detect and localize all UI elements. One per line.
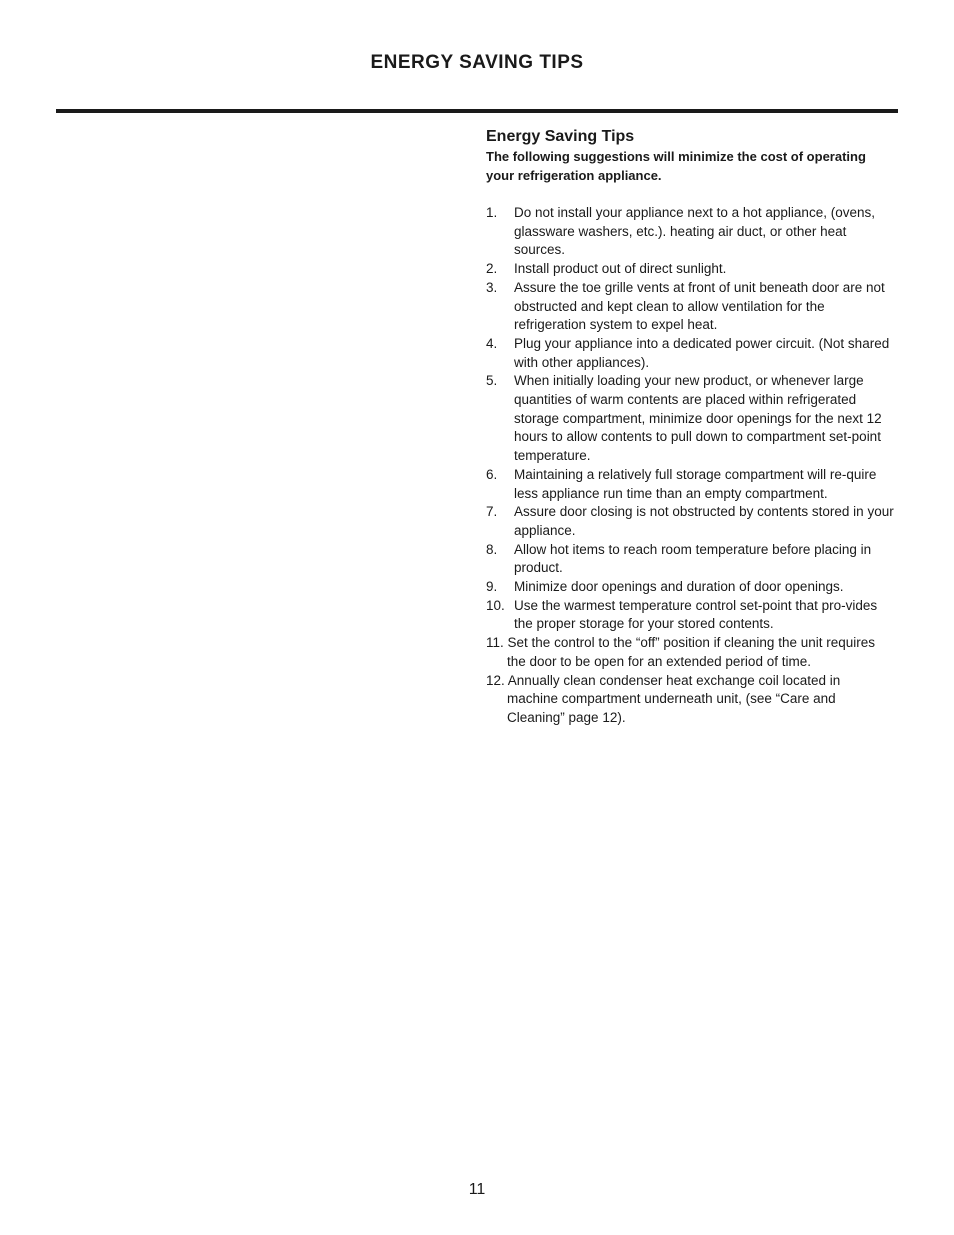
tip-text: Install product out of direct sunlight. — [514, 261, 727, 277]
tip-number: 2. — [486, 261, 498, 277]
tip-number: 1. — [486, 205, 498, 220]
tip-number: 12. — [486, 672, 505, 688]
tip-item — [486, 204, 906, 260]
tip-item — [486, 541, 906, 578]
tip-item — [486, 335, 906, 372]
tip-item — [486, 260, 906, 279]
tips-section — [486, 127, 906, 728]
tip-item — [486, 279, 906, 335]
page-number: 11 — [468, 1181, 486, 1198]
tip-item — [486, 372, 906, 466]
tip-text: Use the warmest temperature control set-point that pro-vides the proper storage for your stored contents. — [514, 597, 878, 632]
tip-text: Plug your appliance into a dedicated power circuit. (Not shared with other appliances). — [514, 335, 890, 370]
tip-text: Set the control to the “off” position if cleaning the unit requires the door to be open for an extended period of time. — [507, 635, 875, 669]
tip-text: Assure the toe grille vents at front of unit beneath door are not obstructed and kept clean to allow ventilation for the refrigeration system to expel heat. — [514, 279, 885, 333]
tip-text: When initially loading your new product, or whenever large quantities of warm contents are placed within refrigerated storage compartment, minimize door openings for the next 12 hours to allow contents to pull down to compartment set-point temperature. — [514, 373, 882, 464]
tip-number: 6. — [486, 466, 498, 482]
tip-item — [486, 578, 906, 597]
tips-list — [486, 204, 906, 728]
tip-number: 9. — [486, 579, 498, 595]
tip-number: 3. — [486, 279, 498, 295]
tip-number: 7. — [486, 504, 498, 520]
tip-item — [486, 503, 906, 540]
tip-item — [486, 597, 906, 634]
tip-text: Minimize door openings and duration of door openings. — [514, 579, 844, 595]
tip-item — [486, 466, 906, 503]
tip-text: Annually clean condenser heat exchange coil located in machine compartment underneath unit, (see “Care and Cleaning” page 12). — [507, 672, 841, 725]
tip-text: Do not install your appliance next to a hot appliance, (ovens, glassware washers, etc.). heating air duct, or other heat sources. — [514, 205, 875, 258]
tip-number: 4. — [486, 335, 498, 351]
tip-number: 8. — [486, 541, 498, 557]
section-intro: The following suggestions will minimize the cost of operating your refrigeration appliance. — [486, 149, 866, 183]
page-header: ENERGY SAVING TIPS — [370, 52, 584, 73]
tip-number: 10. — [486, 597, 505, 613]
tip-number: 11. — [486, 635, 504, 651]
tip-number: 5. — [486, 373, 498, 389]
header-divider — [56, 109, 898, 113]
tip-item — [486, 672, 877, 728]
tip-text: Assure door closing is not obstructed by contents stored in your appliance. — [514, 504, 894, 538]
section-title: Energy Saving Tips — [486, 128, 635, 145]
tip-item — [486, 634, 877, 671]
tip-text: Allow hot items to reach room temperature before placing in product. — [514, 541, 872, 576]
tip-text: Maintaining a relatively full storage compartment will re-quire less appliance run time than an empty compartment. — [514, 466, 877, 501]
